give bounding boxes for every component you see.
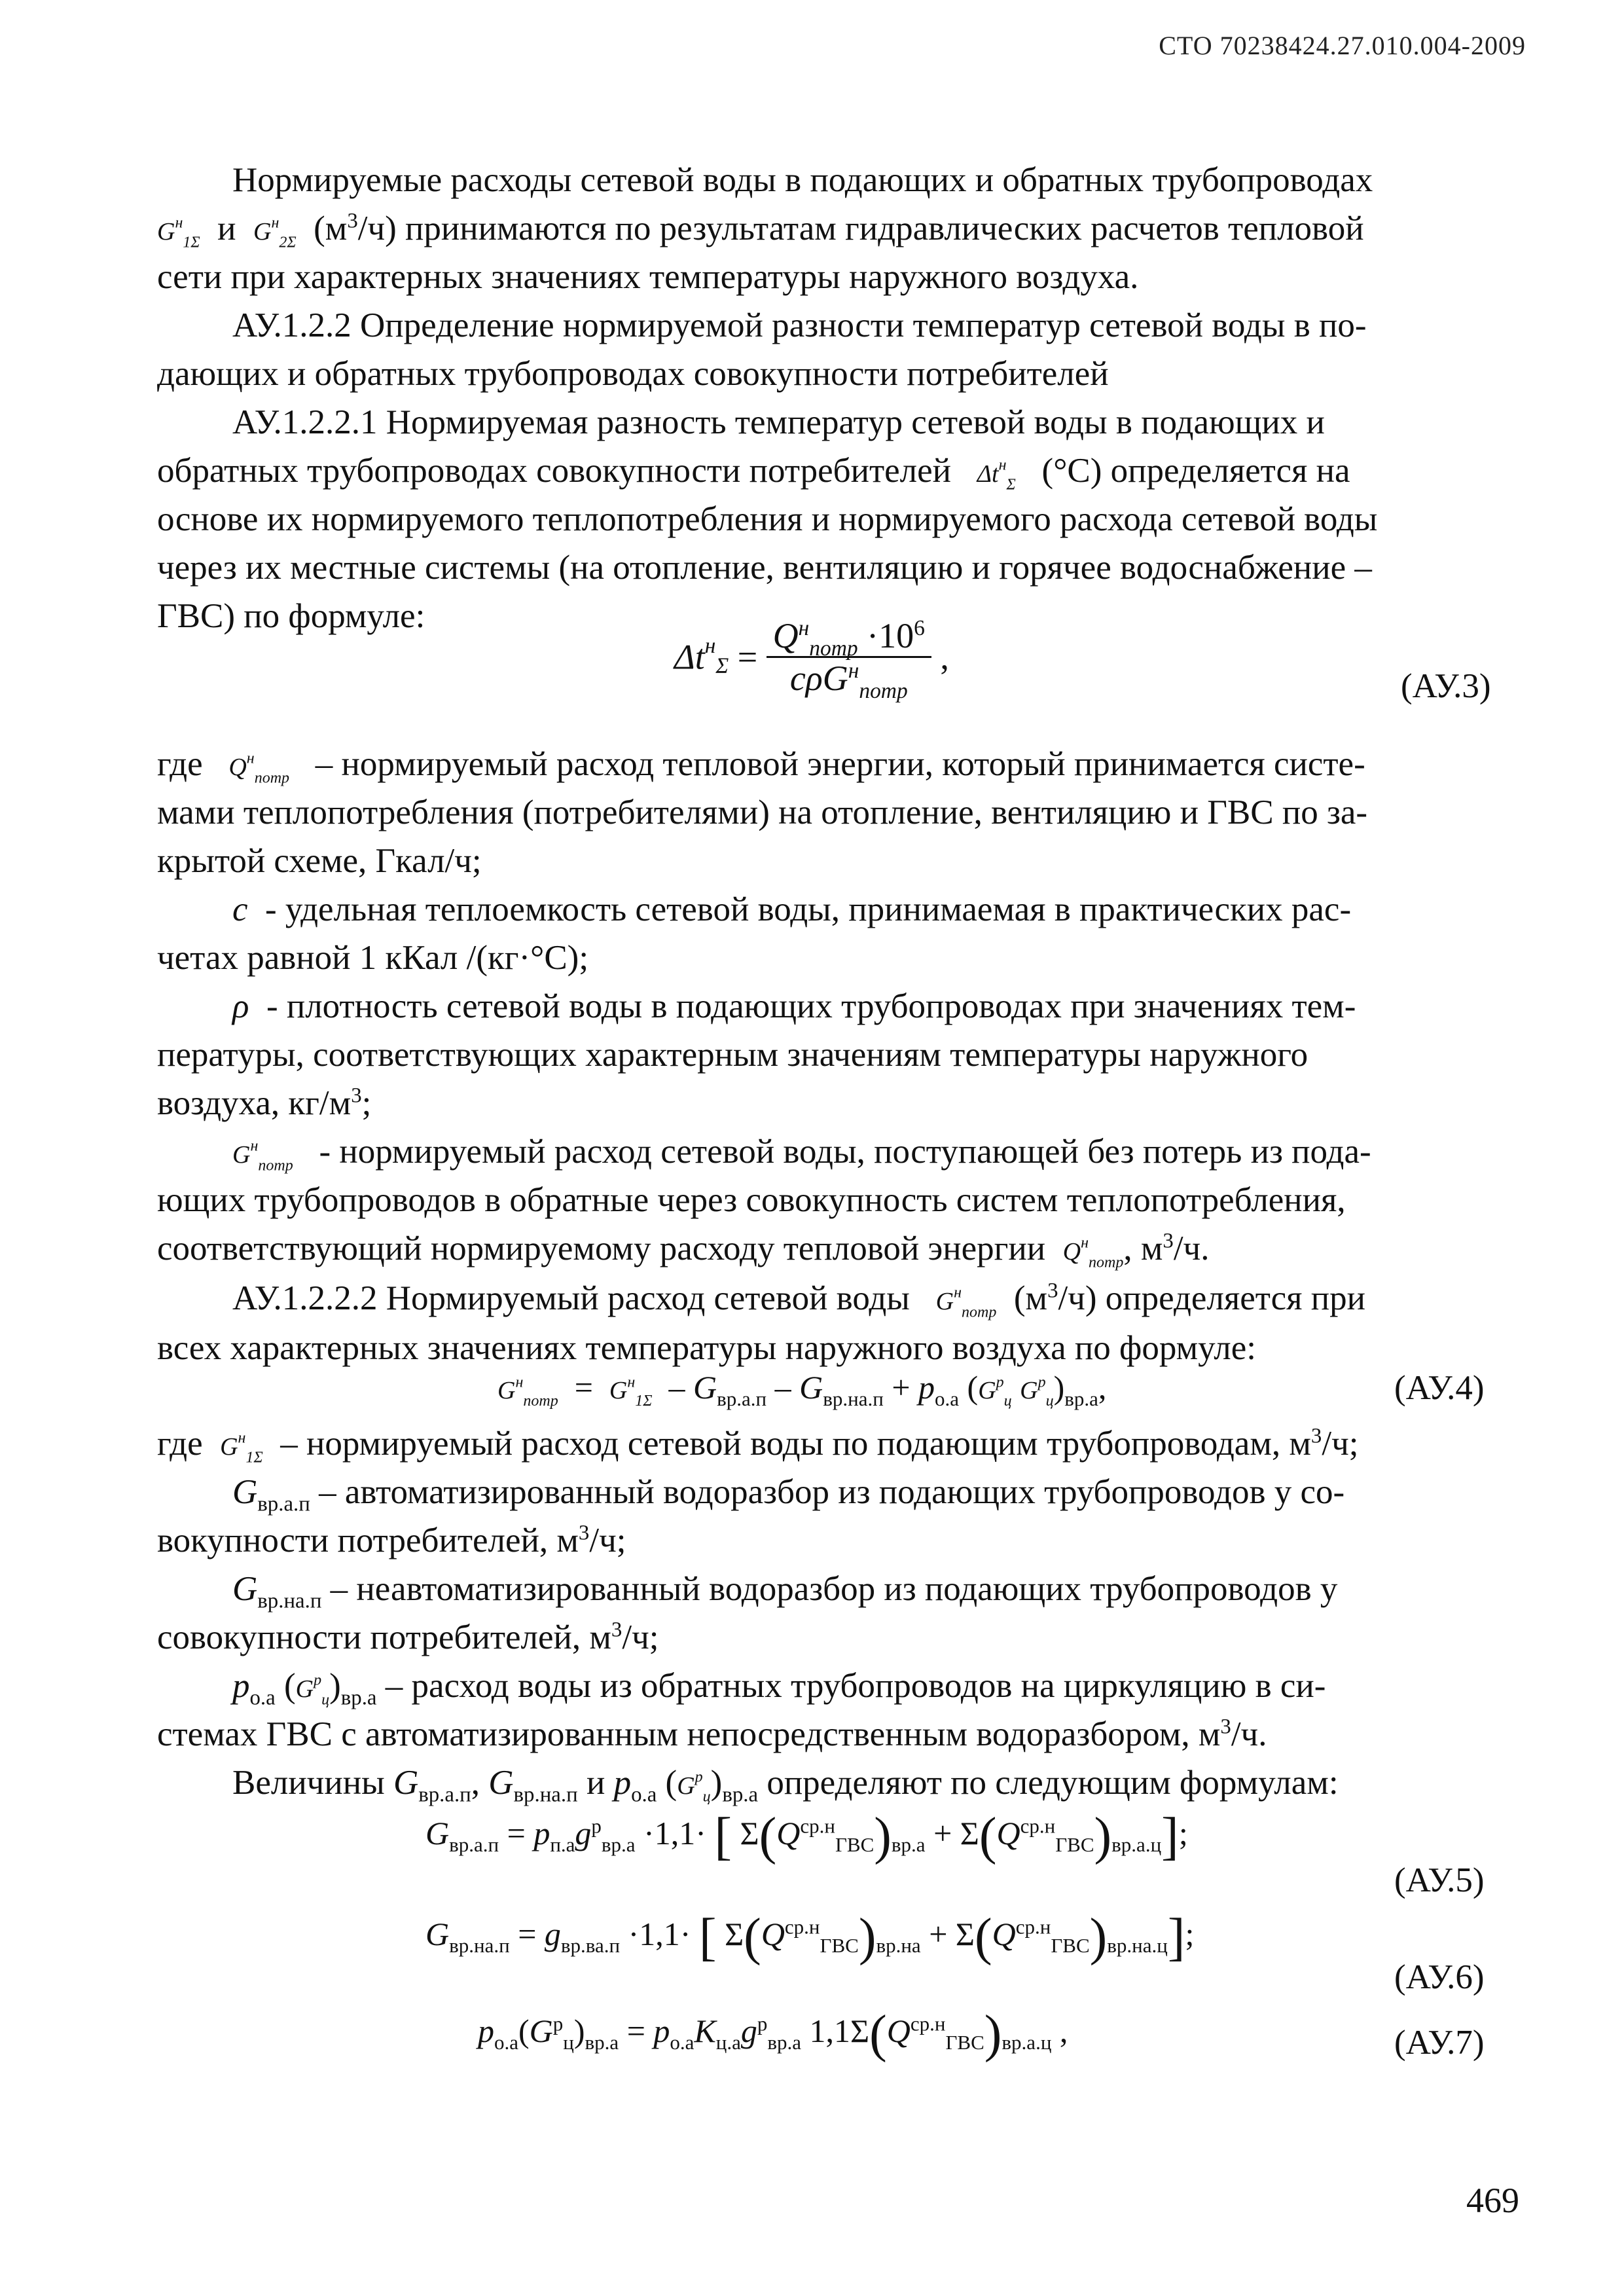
paragraph-line: $G_{вр.на.п}$ – неавтоматизированный водоразбор из подающих трубопроводов у bbox=[232, 1570, 1338, 1613]
paragraph-line: стемах ГВС с автоматизированным непосредственным водоразбором, $м^3/ч$. bbox=[157, 1715, 1267, 1753]
paragraph-fragment: где bbox=[157, 745, 203, 783]
paragraph-line: соответствующий нормируемому расходу тепловой энергии $Q^н_{потр}$, $м^3/ч$. bbox=[157, 1229, 1210, 1271]
section-heading-line: АУ.1.2.2 Определение нормируемой разности температур сетевой воды в по- bbox=[232, 306, 1367, 344]
equation-number: (АУ.3) bbox=[1401, 667, 1491, 705]
paragraph-line: всех характерных значениях температуры наружного воздуха по формуле: bbox=[157, 1329, 1256, 1367]
paragraph-fragment: определяют по следующим формулам: bbox=[767, 1764, 1339, 1802]
paragraph-fragment: – нормируемый расход сетевой воды по подающим трубопроводам, м bbox=[280, 1425, 1311, 1463]
paragraph-fragment: – неавтоматизированный водоразбор из подающих трубопроводов у bbox=[330, 1570, 1338, 1608]
paragraph-fragment: воздуха, кг/м bbox=[157, 1084, 352, 1122]
paragraph-line: мами теплопотребления (потребителями) на отопление, вентиляцию и ГВС по за- bbox=[157, 793, 1368, 831]
paragraph-fragment: – нормируемый расход тепловой энергии, который принимается систе- bbox=[315, 745, 1365, 783]
paragraph-fragment: – автоматизированный водоразбор из подающих трубопроводов у со- bbox=[319, 1473, 1345, 1511]
paragraph-fragment: вокупности потребителей, м bbox=[157, 1522, 579, 1559]
paragraph-line: пературы, соответствующих характерным значениям температуры наружного bbox=[157, 1036, 1308, 1074]
paragraph-line: обратных трубопроводах совокупности потребителей $\Delta t^н_\Sigma$ (°С) определяется на bbox=[157, 452, 1350, 494]
equation-number: (АУ.6) bbox=[1394, 1958, 1485, 1996]
paragraph-fragment: АУ.1.2.2.2 Нормируемый расход сетевой воды bbox=[232, 1279, 910, 1317]
paragraph-fragment: - плотность сетевой воды в подающих трубопроводах при значениях тем- bbox=[266, 987, 1356, 1025]
paragraph-fragment: принимаются по результатам гидравлических расчетов тепловой bbox=[405, 210, 1364, 247]
and-word: и bbox=[217, 210, 236, 247]
paragraph-line: $p_{о.а}$ $(G^р_ц)_{вр.а}$ – расход воды из обратных трубопроводов на циркуляцию в си- bbox=[232, 1667, 1326, 1710]
paragraph-line: сети при характерных значениях температуры наружного воздуха. bbox=[157, 258, 1139, 296]
paragraph-line: c - удельная теплоемкость сетевой воды, принимаемая в практических рас- bbox=[232, 890, 1352, 928]
paragraph-line: где $Q^н_{потр}$ – нормируемый расход тепловой энергии, который принимается систе- bbox=[157, 745, 1365, 787]
paragraph-line: ГВС) по формуле: bbox=[157, 597, 425, 635]
paragraph-line: основе их нормируемого теплопотребления и нормируемого расхода сетевой воды bbox=[157, 500, 1378, 538]
document-code: СТО 70238424.27.010.004-2009 bbox=[1159, 31, 1526, 60]
equation-number: (АУ.4) bbox=[1394, 1369, 1485, 1407]
formula-au7: $p_{о.а}(G^р_ц)_{вр.а} = p_{о.а}K_{ц.а}g^р_{вр.а}$ $1,1\Sigma(Q^{ср.н}_{ГВС})_{вр.а.ц}$ , bbox=[478, 2005, 1068, 2063]
paragraph-line: четах равной 1 кКал /(кг·°С); bbox=[157, 939, 589, 977]
paragraph-line: $G_{вр.а.п}$ – автоматизированный водоразбор из подающих трубопроводов у со- bbox=[232, 1473, 1345, 1516]
paragraph-line: Величины $G_{вр.а.п}$, $G_{вр.на.п}$ и $p_{о.а}$ $(G^р_ц)_{вр.а}$ определяют по следующим формулам: bbox=[232, 1764, 1339, 1807]
paragraph-fragment: соответствующий нормируемому расходу тепловой энергии bbox=[157, 1230, 1046, 1267]
paragraph-line: АУ.1.2.2.1 Нормируемая разность температур сетевой воды в подающих и bbox=[232, 403, 1325, 441]
paragraph-fragment: - удельная теплоемкость сетевой воды, принимаемая в практических рас- bbox=[265, 890, 1352, 928]
formula-au5: $G_{вр.а.п} = p_{п.а}g^р_{вр.а} \cdot 1,1\cdot$ [ $\Sigma(Q^{ср.н}_{ГВС})_{вр.а} + \Sigma(Q^{ср.н}_{ГВС})_{вр.а.ц}$]; bbox=[425, 1808, 1188, 1865]
paragraph-fragment: - нормируемый расход сетевой воды, поступающей без потерь из пода- bbox=[319, 1133, 1371, 1171]
paragraph-line: вокупности потребителей, $м^3/ч$; bbox=[157, 1521, 626, 1559]
formula-au3: $\Delta t^н_\Sigma$ = $\frac{Q^н_{потр} \cdot 10^6}{c\rho G^н_{потр}}$ , bbox=[674, 616, 949, 703]
paragraph-fragment: (°С) определяется на bbox=[1041, 452, 1350, 490]
paragraph-fragment: Величины bbox=[232, 1764, 385, 1802]
paragraph-fragment: совокупности потребителей, м bbox=[157, 1618, 611, 1656]
paragraph-fragment: – расход воды из обратных трубопроводов на циркуляцию в си- bbox=[385, 1667, 1326, 1705]
paragraph-fragment: обратных трубопроводах совокупности потребителей bbox=[157, 452, 951, 490]
paragraph-line: Нормируемые расходы сетевой воды в подающих и обратных трубопроводах bbox=[232, 161, 1373, 199]
paragraph-line: через их местные системы (на отопление, вентиляцию и горячее водоснабжение – bbox=[157, 549, 1372, 587]
paragraph-line: $G^н_{1\Sigma}$ и $G^н_{2\Sigma}$ $(м^3/ч)$ принимаются по результатам гидравлических расчетов тепловой bbox=[157, 209, 1364, 251]
paragraph-fragment: определяется при bbox=[1105, 1279, 1365, 1317]
paragraph-line: воздуха, $кг/м^3$; bbox=[157, 1084, 372, 1122]
formula-au4: $G^н_{потр} = G^н_{1\Sigma} - G_{вр.а.п} - G_{вр.на.п} + p_{о.а}$ ($G^р_ц$ $G^р_ц)_{вр.а}$, bbox=[497, 1369, 1107, 1410]
formula-au6: $G_{вр.на.п} = g_{вр.ва.п} \cdot 1,1\cdot$ [ $\Sigma(Q^{ср.н}_{ГВС})_{вр.на} + \Sigma(Q^{ср.н}_{ГВС})_{вр.на.ц}$]; bbox=[425, 1908, 1195, 1966]
equation-number: (АУ.7) bbox=[1394, 2024, 1485, 2062]
paragraph-line: ρ - плотность сетевой воды в подающих трубопроводах при значениях тем- bbox=[232, 987, 1356, 1025]
paragraph-line: совокупности потребителей, $м^3/ч$; bbox=[157, 1618, 659, 1656]
equation-number: (АУ.5) bbox=[1394, 1861, 1485, 1899]
paragraph-line: ющих трубопроводов в обратные через совокупность систем теплопотребления, bbox=[157, 1181, 1346, 1219]
section-heading-line: дающих и обратных трубопроводах совокупности потребителей bbox=[157, 355, 1109, 393]
paragraph-line: крытой схеме, Гкал/ч; bbox=[157, 842, 482, 880]
paragraph-line: АУ.1.2.2.2 Нормируемый расход сетевой воды $G^н_{потр}$ $(м^3/ч)$ определяется при bbox=[232, 1279, 1365, 1321]
paragraph-line: где $G^н_{1\Sigma}$ – нормируемый расход сетевой воды по подающим трубопроводам, $м^3/ч$; bbox=[157, 1424, 1359, 1467]
paragraph-fragment: стемах ГВС с автоматизированным непосредственным водоразбором, м bbox=[157, 1715, 1221, 1753]
page-number: 469 bbox=[1466, 2181, 1519, 2220]
paragraph-line: $G^н_{потр}$ - нормируемый расход сетевой воды, поступающей без потерь из пода- bbox=[232, 1133, 1371, 1175]
